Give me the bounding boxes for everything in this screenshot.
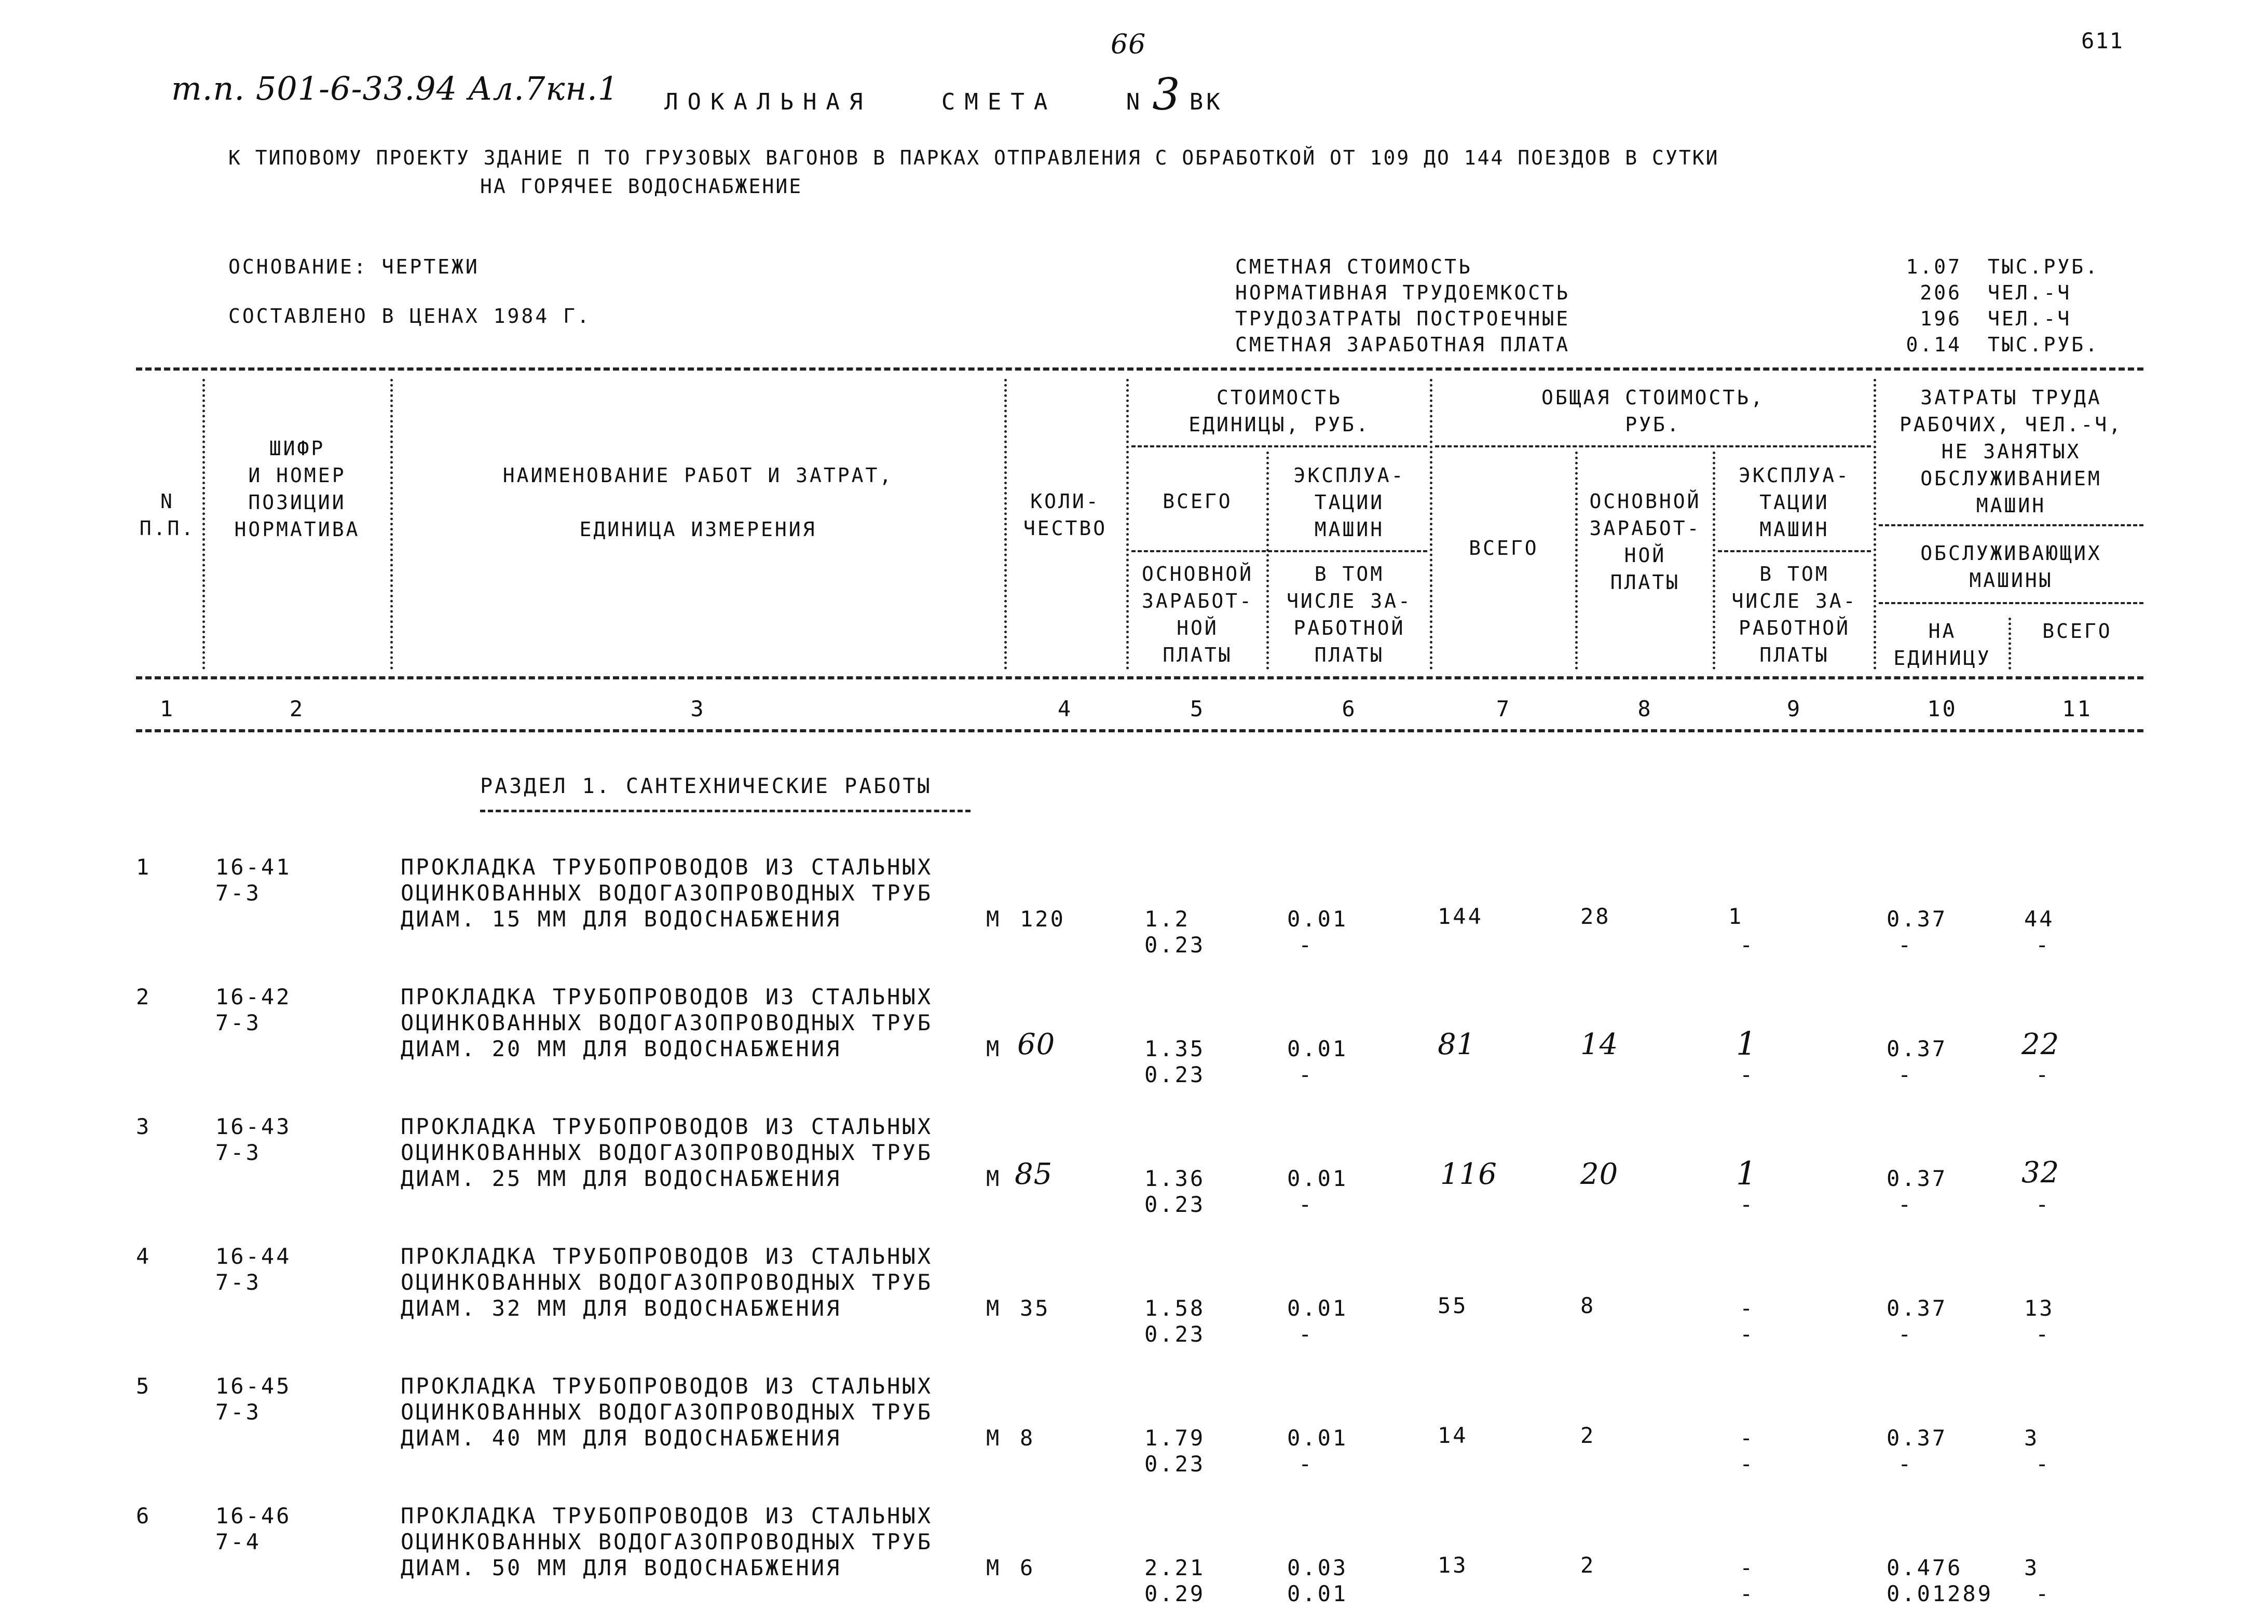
- row-unit-total: 1.2: [1144, 906, 1190, 932]
- row-unit-total: 2.21: [1144, 1555, 1206, 1580]
- row-quantity: 8: [1020, 1425, 1035, 1451]
- row-code-sub: 7-3: [215, 1399, 261, 1425]
- row-unit-machine-wages: -: [1299, 1062, 1314, 1087]
- row-code: 16-43: [215, 1114, 292, 1139]
- row-total-wages: 8: [1580, 1293, 1596, 1318]
- header-total-cost-group: ОБЩАЯ СТОИМОСТЬ, РУБ.: [1541, 386, 1765, 436]
- document-stamp: т.п. 501-6-33.94 Ал.7кн.1: [171, 70, 619, 107]
- summary-value: 0.14: [1906, 333, 1962, 356]
- row-total-wages: 14: [1580, 1028, 1619, 1061]
- column-number: 3: [690, 696, 706, 721]
- header-bottom-rule: [136, 676, 2143, 679]
- row-total: 144: [1438, 904, 1483, 929]
- header-total-total: ВСЕГО: [1469, 537, 1539, 559]
- row-labor-total: 22: [2021, 1028, 2060, 1061]
- row-labor-unit-machine: -: [1898, 1321, 1914, 1347]
- section-title-underline: [480, 810, 971, 812]
- row-name-line: ОЦИНКОВАННЫХ ВОДОГАЗОПРОВОДНЫХ ТРУБ: [401, 880, 933, 906]
- summary-unit: ЧЕЛ.-Ч: [1988, 281, 2072, 304]
- row-code-sub: 7-3: [215, 880, 261, 906]
- row-quantity: 6: [1020, 1555, 1035, 1580]
- header-work-name: НАИМЕНОВАНИЕ РАБОТ И ЗАТРАТ, ЕДИНИЦА ИЗМЕРЕНИЯ: [502, 464, 894, 541]
- row-total: 14: [1438, 1423, 1468, 1448]
- row-total-machines: -: [1740, 1425, 1755, 1451]
- summary-unit: ТЫС.РУБ.: [1988, 333, 2100, 356]
- header-unit-cost-group: СТОИМОСТЬ ЕДИНИЦЫ, РУБ.: [1188, 386, 1370, 436]
- header-row-number: N П.П.: [139, 490, 196, 540]
- row-total-machines: -: [1740, 1295, 1755, 1321]
- row-labor-unit: 0.37: [1887, 1166, 1948, 1191]
- row-total: 116: [1440, 1157, 1497, 1191]
- row-labor-total-machine: -: [2035, 1451, 2051, 1477]
- row-total: 81: [1438, 1028, 1476, 1061]
- header-top-rule: [136, 367, 2143, 371]
- header-sub-rule: [1435, 445, 1871, 447]
- row-total-machine-wages: -: [1740, 1321, 1755, 1347]
- row-labor-unit-machine: -: [1898, 1451, 1914, 1477]
- row-name-line: ПРОКЛАДКА ТРУБОПРОВОДОВ ИЗ СТАЛЬНЫХ: [401, 1373, 933, 1399]
- row-labor-total: 44: [2024, 906, 2055, 932]
- row-labor-total: 3: [2024, 1555, 2040, 1580]
- row-number: 3: [136, 1114, 152, 1139]
- header-unit-wages: ОСНОВНОЙ ЗАРАБОТ- НОЙ ПЛАТЫ: [1141, 563, 1254, 666]
- column-number: 11: [2062, 696, 2093, 721]
- row-quantity: 35: [1020, 1295, 1050, 1321]
- header-quantity: КОЛИ- ЧЕСТВО: [1023, 490, 1108, 540]
- row-name-line: ДИАМ. 20 ММ ДЛЯ ВОДОСНАБЖЕНИЯ: [401, 1036, 842, 1061]
- row-unit-machine-wages: -: [1299, 1192, 1314, 1217]
- column-number: 6: [1342, 696, 1357, 721]
- row-name-line: ДИАМ. 50 ММ ДЛЯ ВОДОСНАБЖЕНИЯ: [401, 1555, 842, 1580]
- row-labor-unit: 0.37: [1887, 1295, 1948, 1321]
- summary-label: ТРУДОЗАТРАТЫ ПОСТРОЕЧНЫЕ: [1235, 307, 1570, 330]
- summary-value: 1.07: [1906, 255, 1962, 278]
- title-suffix: ВК: [1189, 89, 1223, 115]
- column-separator: [390, 379, 393, 670]
- row-code: 16-46: [215, 1503, 292, 1529]
- row-number: 1: [136, 854, 152, 880]
- row-labor-unit: 0.476: [1887, 1555, 1963, 1580]
- header-sub-rule: [1879, 602, 2143, 604]
- row-number: 2: [136, 984, 152, 1009]
- row-total-machines: -: [1740, 1555, 1755, 1580]
- document-title: [664, 69, 1223, 120]
- header-sub-rule: [1131, 445, 1427, 447]
- row-unit-total: 1.35: [1144, 1036, 1206, 1061]
- row-unit-machine-wages: -: [1299, 1321, 1314, 1347]
- row-name-line: ПРОКЛАДКА ТРУБОПРОВОДОВ ИЗ СТАЛЬНЫХ: [401, 1244, 933, 1269]
- row-unit: М: [986, 1425, 1002, 1451]
- header-unit-total: ВСЕГО: [1163, 490, 1233, 513]
- column-number: 9: [1786, 696, 1802, 721]
- row-labor-total-machine: -: [2035, 1321, 2051, 1347]
- row-name-line: ДИАМ. 40 ММ ДЛЯ ВОДОСНАБЖЕНИЯ: [401, 1425, 842, 1451]
- summary-label: СМЕТНАЯ ЗАРАБОТНАЯ ПЛАТА: [1235, 333, 1570, 356]
- row-code-sub: 7-3: [215, 1010, 261, 1035]
- row-total-machines: 1: [1736, 1154, 1757, 1192]
- row-name-line: ДИАМ. 25 ММ ДЛЯ ВОДОСНАБЖЕНИЯ: [401, 1166, 842, 1191]
- page-number: 611: [2081, 28, 2124, 53]
- row-unit-machines: 0.01: [1287, 1295, 1348, 1321]
- row-total-wages: 20: [1580, 1157, 1619, 1191]
- row-name-line: ОЦИНКОВАННЫХ ВОДОГАЗОПРОВОДНЫХ ТРУБ: [401, 1399, 933, 1425]
- row-labor-total: 32: [2021, 1156, 2060, 1190]
- row-name-line: ДИАМ. 32 ММ ДЛЯ ВОДОСНАБЖЕНИЯ: [401, 1295, 842, 1321]
- header-total-incl-wages: В ТОМ ЧИСЛЕ ЗА- РАБОТНОЙ ПЛАТЫ: [1731, 563, 1857, 666]
- row-unit-total: 1.58: [1144, 1295, 1206, 1321]
- row-unit-wages: 0.23: [1144, 1192, 1206, 1217]
- row-unit: М: [986, 1036, 1002, 1061]
- row-code: 16-45: [215, 1373, 292, 1399]
- row-unit-machines: 0.01: [1287, 1166, 1348, 1191]
- row-code: 16-42: [215, 984, 292, 1009]
- summary-label: СМЕТНАЯ СТОИМОСТЬ: [1235, 255, 1472, 278]
- row-unit-machine-wages: 0.01: [1287, 1581, 1348, 1606]
- row-unit-wages: 0.23: [1144, 1321, 1206, 1347]
- row-name-line: ОЦИНКОВАННЫХ ВОДОГАЗОПРОВОДНЫХ ТРУБ: [401, 1010, 933, 1035]
- row-number: 5: [136, 1373, 152, 1399]
- column-number: 1: [159, 696, 175, 721]
- row-total: 13: [1438, 1552, 1468, 1578]
- row-unit: М: [986, 1295, 1002, 1321]
- subtitle-line-2: НА ГОРЯЧЕЕ ВОДОСНАБЖЕНИЕ: [480, 175, 803, 198]
- row-name-line: ПРОКЛАДКА ТРУБОПРОВОДОВ ИЗ СТАЛЬНЫХ: [401, 1503, 933, 1529]
- row-name-line: ДИАМ. 15 ММ ДЛЯ ВОДОСНАБЖЕНИЯ: [401, 906, 842, 932]
- summary-unit: ТЫС.РУБ.: [1988, 255, 2100, 278]
- row-quantity: 60: [1017, 1028, 1056, 1061]
- header-unit-machines: ЭКСПЛУА- ТАЦИИ МАШИН: [1293, 464, 1405, 541]
- row-name-line: ОЦИНКОВАННЫХ ВОДОГАЗОПРОВОДНЫХ ТРУБ: [401, 1140, 933, 1165]
- basis-text: ОСНОВАНИЕ: ЧЕРТЕЖИ: [228, 255, 480, 278]
- header-labor-total: ВСЕГО: [2042, 620, 2112, 643]
- row-unit: М: [986, 906, 1002, 932]
- row-labor-unit-machine: 0.01289: [1887, 1581, 1993, 1606]
- header-sub-rule: [1879, 524, 2143, 526]
- row-total-wages: 28: [1580, 904, 1611, 929]
- row-name-line: ОЦИНКОВАННЫХ ВОДОГАЗОПРОВОДНЫХ ТРУБ: [401, 1529, 933, 1554]
- row-total-machine-wages: -: [1740, 1192, 1755, 1217]
- row-name-line: ПРОКЛАДКА ТРУБОПРОВОДОВ ИЗ СТАЛЬНЫХ: [401, 854, 933, 880]
- row-total: 55: [1438, 1293, 1468, 1318]
- column-numbers-rule: [136, 729, 2143, 732]
- row-code-sub: 7-3: [215, 1140, 261, 1165]
- row-name-line: ПРОКЛАДКА ТРУБОПРОВОДОВ ИЗ СТАЛЬНЫХ: [401, 1114, 933, 1139]
- row-unit-wages: 0.29: [1144, 1581, 1206, 1606]
- column-number: 4: [1057, 696, 1073, 721]
- row-labor-total: 13: [2024, 1295, 2055, 1321]
- row-code: 16-41: [215, 854, 292, 880]
- row-unit-machines: 0.01: [1287, 1036, 1348, 1061]
- column-number: 10: [1927, 696, 1958, 721]
- row-quantity: 120: [1020, 906, 1065, 932]
- row-labor-total-machine: -: [2035, 932, 2051, 958]
- row-labor-unit: 0.37: [1887, 1425, 1948, 1451]
- summary-value: 196: [1920, 307, 1962, 330]
- row-unit-total: 1.36: [1144, 1166, 1206, 1191]
- section-title: РАЗДЕЛ 1. САНТЕХНИЧЕСКИЕ РАБОТЫ: [480, 774, 932, 798]
- header-labor-machines: ОБСЛУЖИВАЮЩИХ МАШИНЫ: [1920, 542, 2102, 592]
- row-labor-unit: 0.37: [1887, 906, 1948, 932]
- summary-value: 206: [1920, 281, 1962, 304]
- row-code-sub: 7-3: [215, 1270, 261, 1295]
- summary-label: НОРМАТИВНАЯ ТРУДОЕМКОСТЬ: [1235, 281, 1570, 304]
- row-total-wages: 2: [1580, 1423, 1596, 1448]
- title-prefix: ЛОКАЛЬНАЯ СМЕТА N: [664, 89, 1150, 115]
- row-total-machine-wages: -: [1740, 1451, 1755, 1477]
- row-number: 6: [136, 1503, 152, 1529]
- column-number: 5: [1190, 696, 1206, 721]
- row-labor-total: 3: [2024, 1425, 2040, 1451]
- title-number: 3: [1152, 69, 1180, 120]
- row-labor-unit-machine: -: [1898, 1062, 1914, 1087]
- sheet-mark: 66: [1111, 29, 1146, 60]
- row-total-wages: 2: [1580, 1552, 1596, 1578]
- row-unit-wages: 0.23: [1144, 932, 1206, 958]
- row-unit-machines: 0.03: [1287, 1555, 1348, 1580]
- row-total-machine-wages: -: [1740, 1581, 1755, 1606]
- row-labor-total-machine: -: [2035, 1062, 2051, 1087]
- row-unit: М: [986, 1555, 1002, 1580]
- row-total-machines: 1: [1736, 1025, 1757, 1062]
- row-labor-unit: 0.37: [1887, 1036, 1948, 1061]
- header-labor-group: ЗАТРАТЫ ТРУДА РАБОЧИХ, ЧЕЛ.-Ч, НЕ ЗАНЯТЫХ ОБСЛУЖИВАНИЕМ МАШИН: [1899, 386, 2123, 517]
- row-labor-total-machine: -: [2035, 1192, 2051, 1217]
- column-number: 2: [289, 696, 305, 721]
- price-level-text: СОСТАВЛЕНО В ЦЕНАХ 1984 Г.: [228, 305, 591, 327]
- header-unit-incl-wages: В ТОМ ЧИСЛЕ ЗА- РАБОТНОЙ ПЛАТЫ: [1287, 563, 1412, 666]
- row-total-machine-wages: -: [1740, 1062, 1755, 1087]
- row-quantity: 85: [1015, 1157, 1053, 1191]
- row-labor-total-machine: -: [2035, 1581, 2051, 1606]
- row-unit: М: [986, 1166, 1002, 1191]
- row-total-machines: 1: [1728, 904, 1744, 929]
- row-labor-unit-machine: -: [1898, 932, 1914, 958]
- row-unit-machine-wages: -: [1299, 932, 1314, 958]
- summary-unit: ЧЕЛ.-Ч: [1988, 307, 2072, 330]
- row-number: 4: [136, 1244, 152, 1269]
- row-labor-unit-machine: -: [1898, 1192, 1914, 1217]
- row-name-line: ОЦИНКОВАННЫХ ВОДОГАЗОПРОВОДНЫХ ТРУБ: [401, 1270, 933, 1295]
- row-name-line: ПРОКЛАДКА ТРУБОПРОВОДОВ ИЗ СТАЛЬНЫХ: [401, 984, 933, 1009]
- column-number: 7: [1496, 696, 1512, 721]
- row-total-machine-wages: -: [1740, 932, 1755, 958]
- header-code: ШИФР И НОМЕР ПОЗИЦИИ НОРМАТИВА: [234, 437, 360, 541]
- header-labor-per-unit: НА ЕДИНИЦУ: [1893, 620, 1991, 670]
- row-unit-wages: 0.23: [1144, 1062, 1206, 1087]
- header-sub-rule: [1131, 550, 1427, 552]
- row-unit-machine-wages: -: [1299, 1451, 1314, 1477]
- subtitle-line-1: К ТИПОВОМУ ПРОЕКТУ ЗДАНИЕ П ТО ГРУЗОВЫХ ВАГОНОВ В ПАРКАХ ОТПРАВЛЕНИЯ С ОБРАБОТКОЙ ОТ 109 ДО 144 ПОЕЗДОВ В СУТКИ: [228, 146, 1719, 169]
- header-total-machines: ЭКСПЛУА- ТАЦИИ МАШИН: [1738, 464, 1851, 541]
- row-code-sub: 7-4: [215, 1529, 261, 1554]
- header-total-wages: ОСНОВНОЙ ЗАРАБОТ- НОЙ ПЛАТЫ: [1589, 490, 1701, 594]
- row-unit-machines: 0.01: [1287, 906, 1348, 932]
- column-number: 8: [1637, 696, 1653, 721]
- row-unit-machines: 0.01: [1287, 1425, 1348, 1451]
- row-unit-wages: 0.23: [1144, 1451, 1206, 1477]
- row-code: 16-44: [215, 1244, 292, 1269]
- header-sub-rule: [1718, 550, 1871, 552]
- row-unit-total: 1.79: [1144, 1425, 1206, 1451]
